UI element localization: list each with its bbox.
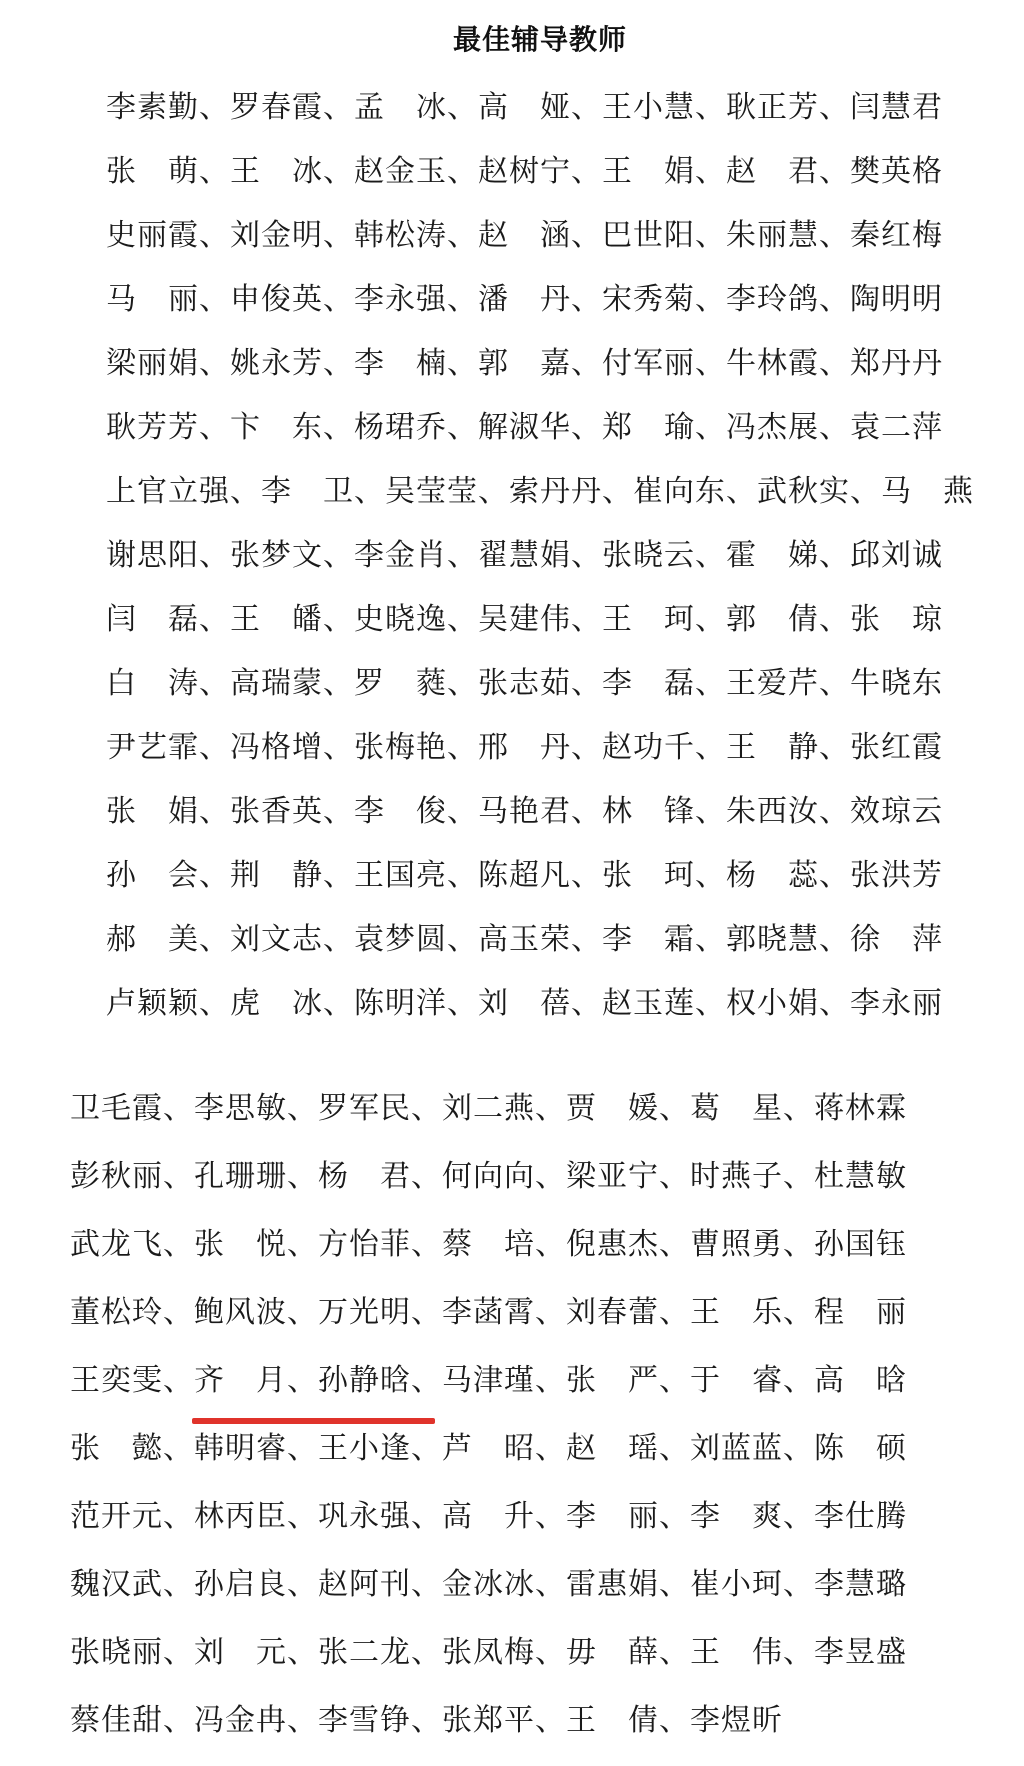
name-line: 董松玲、鲍风波、万光明、李菡霄、刘春蕾、王 乐、程 丽 [70,1295,907,1330]
name-line: 孙 会、荆 静、王国亮、陈超凡、张 珂、杨 蕊、张洪芳 [106,858,943,893]
name-line: 尹艺霏、冯格增、张梅艳、邢 丹、赵功千、王 静、张红霞 [106,730,943,765]
name-line: 郝 美、刘文志、袁梦圆、高玉荣、李 霜、郭晓慧、徐 萍 [106,922,943,957]
page-title: 最佳辅导教师 [452,23,627,56]
name-line: 蔡佳甜、冯金冉、李雪铮、张郑平、王 倩、李煜昕 [70,1703,783,1738]
name-line: 梁丽娟、姚永芳、李 楠、郭 嘉、付军丽、牛林霞、郑丹丹 [106,346,943,381]
name-line: 耿芳芳、卞 东、杨珺乔、解淑华、郑 瑜、冯杰展、袁二萍 [106,410,943,445]
name-line: 张 萌、王 冰、赵金玉、赵树宁、王 娟、赵 君、樊英格 [106,154,943,189]
name-line: 上官立强、李 卫、吴莹莹、索丹丹、崔向东、武秋实、马 燕 [106,474,974,509]
name-line: 范开元、林丙臣、巩永强、高 升、李 丽、李 爽、李仕腾 [70,1499,907,1534]
name-line: 魏汉武、孙启良、赵阿刊、金冰冰、雷惠娟、崔小珂、李慧璐 [70,1567,907,1602]
name-line: 武龙飞、张 悦、方怡菲、蔡 培、倪惠杰、曹照勇、孙国钰 [70,1227,907,1262]
name-line: 李素勤、罗春霞、孟 冰、高 娅、王小慧、耿正芳、闫慧君 [106,90,943,125]
name-line: 马 丽、申俊英、李永强、潘 丹、宋秀菊、李玲鸽、陶明明 [106,282,943,317]
name-line: 谢思阳、张梦文、李金肖、翟慧娟、张晓云、霍 娣、邱刘诚 [106,538,943,573]
name-line: 张 懿、韩明睿、王小逢、芦 昭、赵 瑶、刘蓝蓝、陈 硕 [70,1431,907,1466]
name-line: 卢颖颖、虎 冰、陈明洋、刘 蓓、赵玉莲、权小娟、李永丽 [106,986,943,1021]
name-line: 王奕雯、齐 月、孙静晗、马津瑾、张 严、于 睿、高 晗 [70,1363,907,1398]
name-line: 张 娟、张香英、李 俊、马艳君、林 锋、朱西汝、效琼云 [106,794,943,829]
name-line: 史丽霞、刘金明、韩松涛、赵 涵、巴世阳、朱丽慧、秦红梅 [106,218,943,253]
highlight-underline [192,1418,435,1424]
name-line: 闫 磊、王 皤、史晓逸、吴建伟、王 珂、郭 倩、张 琼 [106,602,943,637]
name-line: 白 涛、高瑞蒙、罗 蕤、张志茹、李 磊、王爱芹、牛晓东 [106,666,943,701]
name-line: 彭秋丽、孔珊珊、杨 君、何向向、梁亚宁、时燕子、杜慧敏 [70,1159,907,1194]
name-line: 卫毛霞、李思敏、罗军民、刘二燕、贾 媛、葛 星、蒋林霖 [70,1091,907,1126]
name-list-block-a [106,76,974,1036]
name-line: 张晓丽、刘 元、张二龙、张凤梅、毋 薛、王 伟、李昱盛 [70,1635,907,1670]
name-list-block-b [70,1075,907,1755]
